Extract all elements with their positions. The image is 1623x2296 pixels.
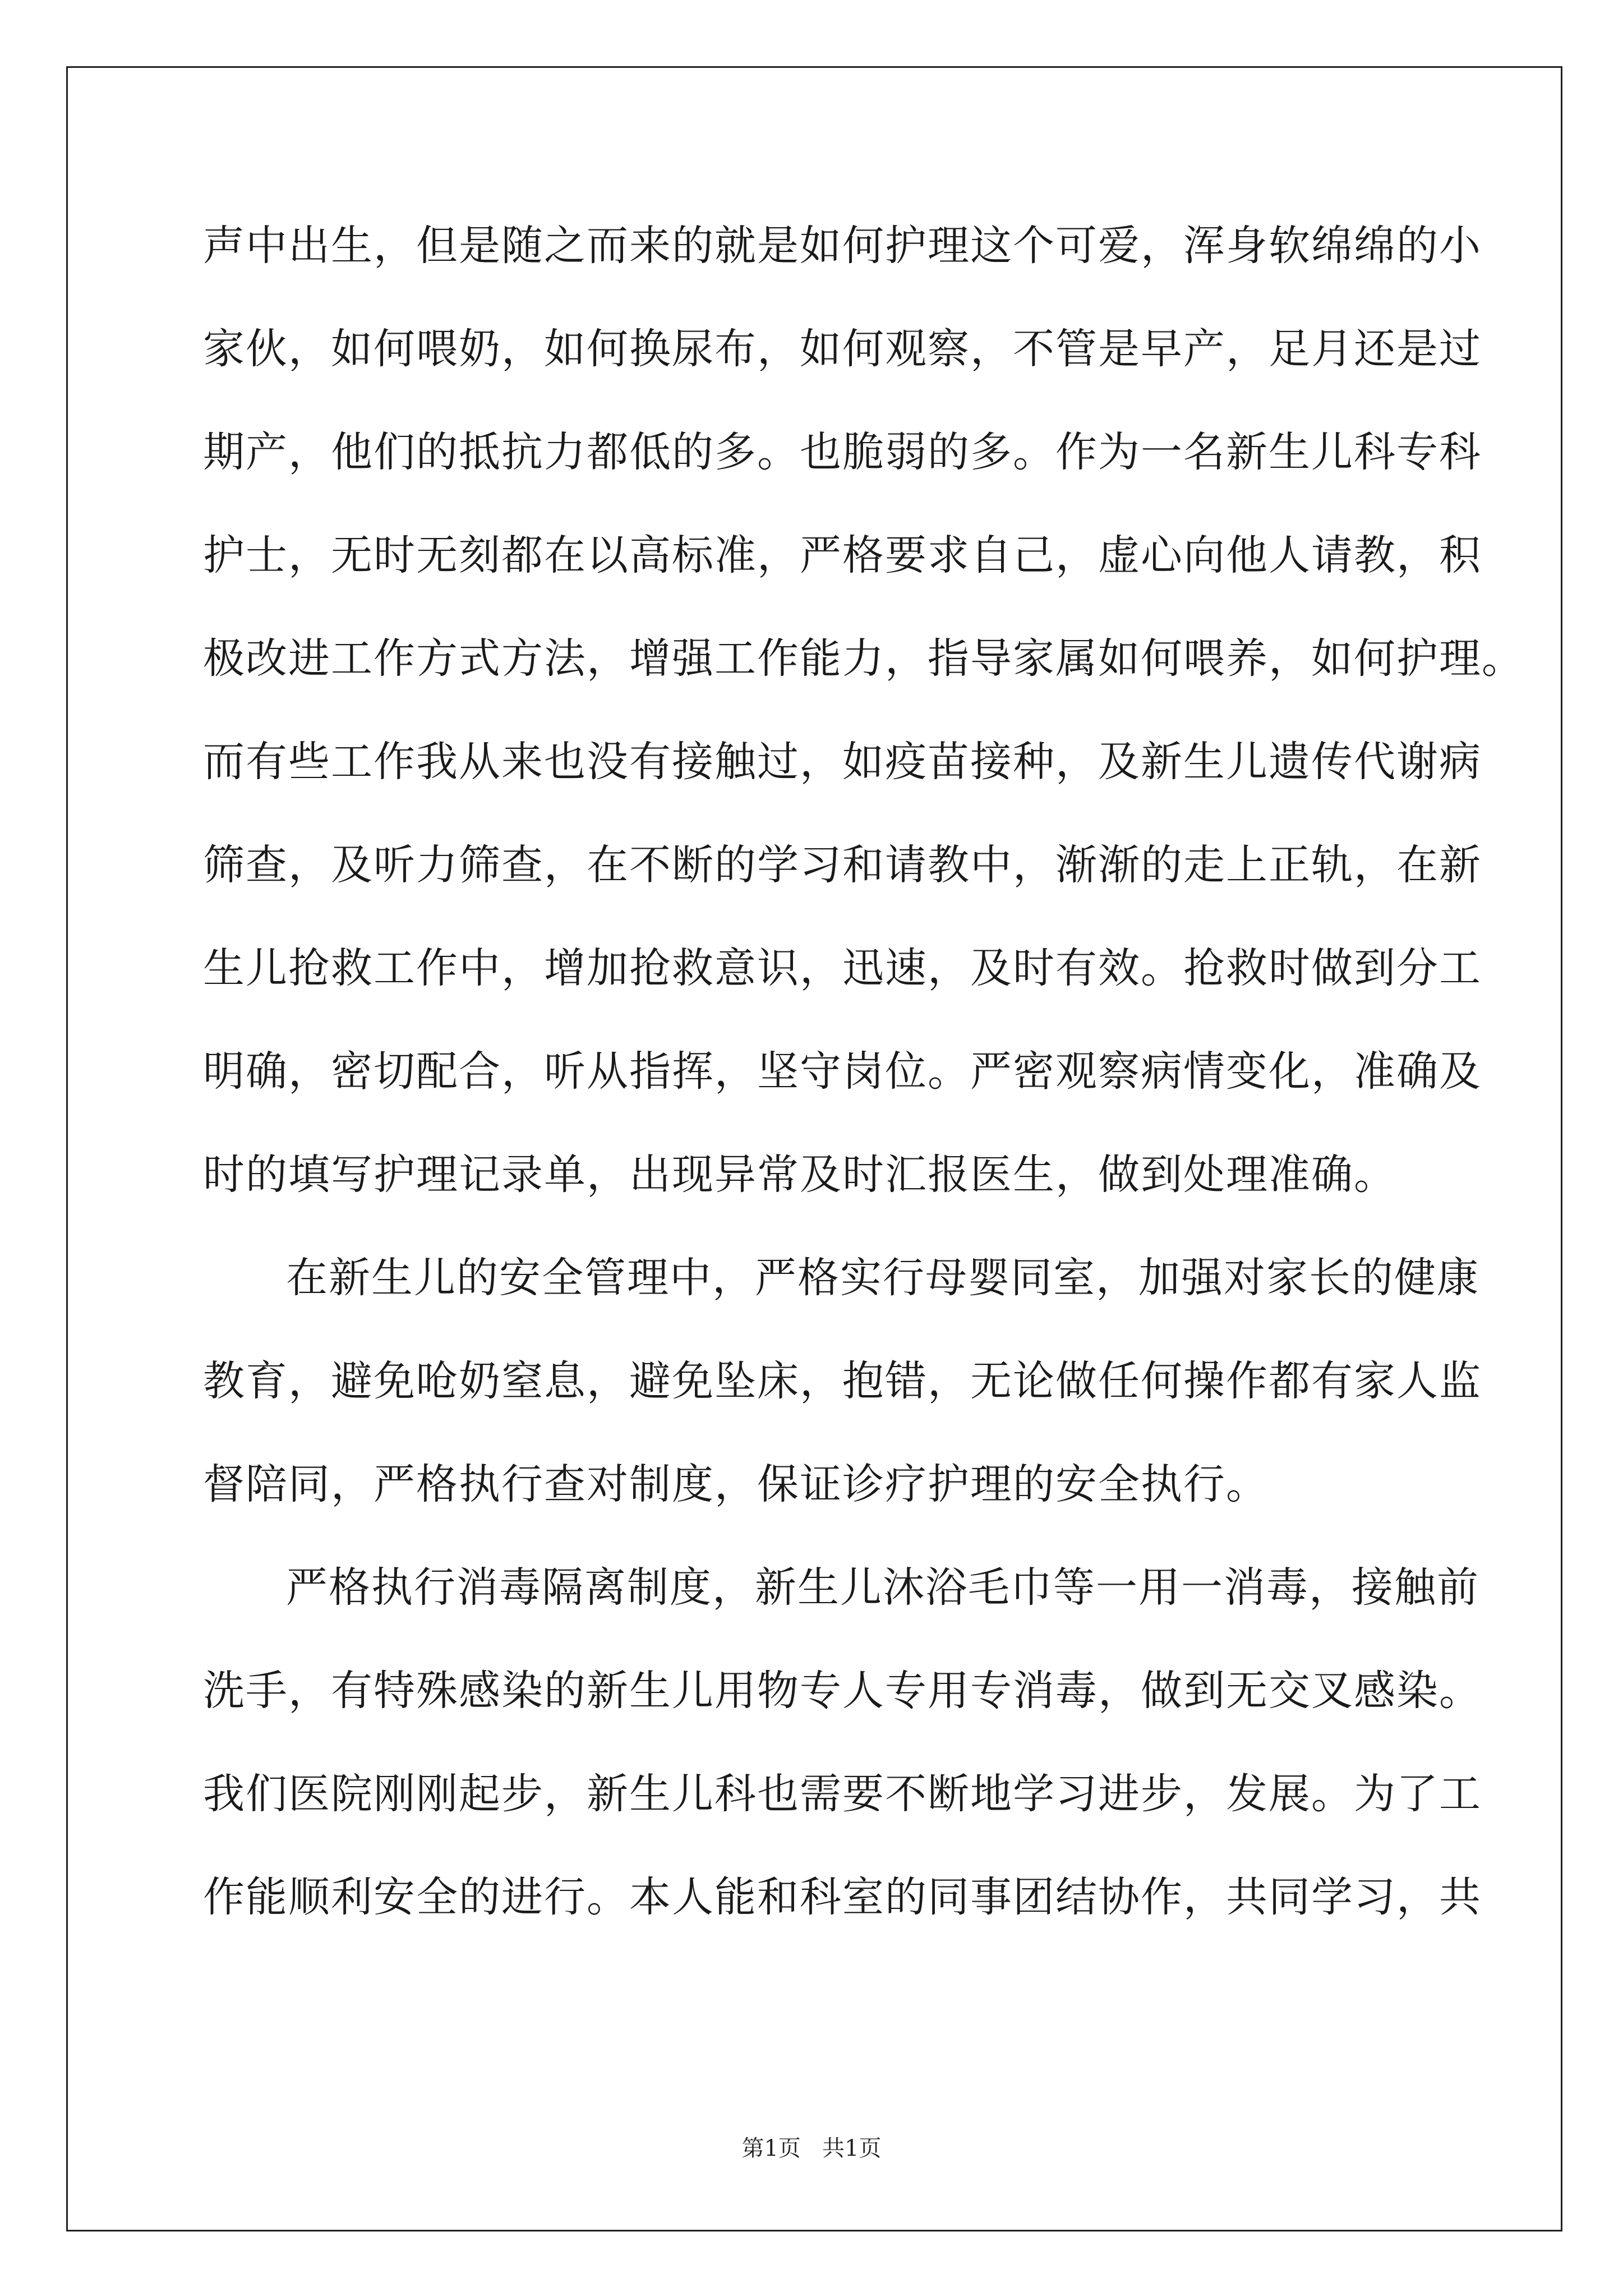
text-line: 督陪同，严格执行查对制度，保证诊疗护理的安全执行。 [203, 1460, 1269, 1508]
text-line: 明确，密切配合，听从指挥，坚守岗位。严密观察病情变化，准确及 [203, 1047, 1482, 1096]
paragraph-3 [203, 1550, 1482, 1963]
text-line: 期产，他们的抵抗力都低的多。也脆弱的多。作为一名新生儿科专科 [203, 428, 1482, 476]
paragraph-2 [203, 1241, 1482, 1550]
text-line: 作能顺利安全的进行。本人能和科室的同事团结协作，共同学习，共 [203, 1873, 1482, 1921]
text-line: 洗手，有特殊感染的新生儿用物专人专用专消毒，做到无交叉感染。 [203, 1667, 1482, 1715]
page-footer: 第1页 共1页 [741, 2136, 882, 2161]
text-line: 而有些工作我从来也没有接触过，如疫苗接种，及新生儿遗传代谢病 [203, 738, 1482, 786]
text-line: 我们医院刚刚起步，新生儿科也需要不断地学习进步，发展。为了工 [203, 1770, 1482, 1818]
text-line: 家伙，如何喂奶，如何换尿布，如何观察，不管是早产，足月还是过 [203, 325, 1482, 373]
text-line: 生儿抢救工作中，增加抢救意识，迅速，及时有效。抢救时做到分工 [203, 944, 1482, 992]
document-body [203, 209, 1524, 1963]
text-line: 筛查，及听力筛查，在不断的学习和请教中，渐渐的走上正轨，在新 [203, 841, 1482, 889]
paragraph-1 [203, 209, 1524, 1241]
text-line: 教育，避免呛奶窒息，避免坠床，抱错，无论做任何操作都有家人监 [203, 1357, 1482, 1405]
text-line: 严格执行消毒隔离制度，新生儿沐浴毛巾等一用一消毒，接触前 [286, 1563, 1479, 1612]
text-line: 在新生儿的安全管理中，严格实行母婴同室，加强对家长的健康 [286, 1254, 1479, 1302]
text-line: 时的填写护理记录单，出现异常及时汇报医生，做到处理准确。 [203, 1151, 1396, 1199]
text-line: 护士，无时无刻都在以高标准，严格要求自己，虚心向他人请教，积 [203, 531, 1482, 579]
text-line: 极改进工作方式方法，增强工作能力，指导家属如何喂养，如何护理。 [203, 634, 1524, 683]
text-line: 声中出生，但是随之而来的就是如何护理这个可爱，浑身软绵绵的小 [203, 222, 1482, 270]
